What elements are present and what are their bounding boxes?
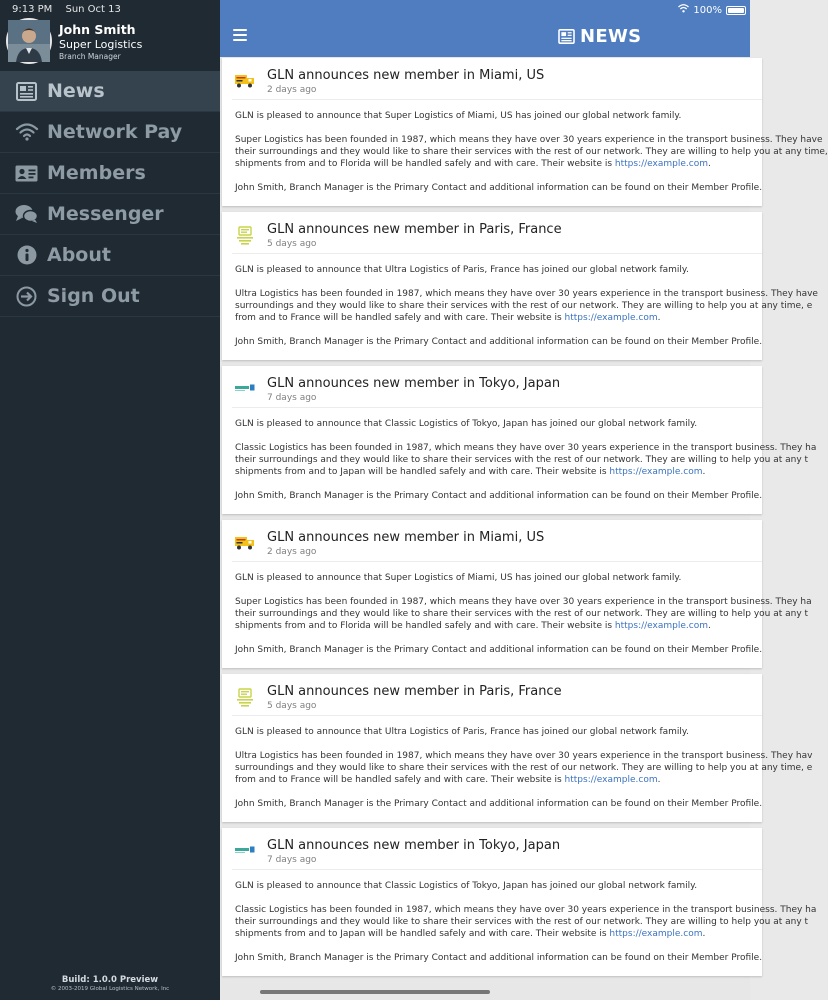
website-link[interactable]: https://example.com — [609, 467, 703, 477]
classic-logistics-logo — [234, 842, 256, 860]
nav-item-network-pay[interactable] — [0, 112, 220, 153]
nav-label-messenger: Messenger — [47, 203, 164, 225]
news-contact: John Smith, Branch Manager is the Primary Contact and additional information can be found on their Member Profile. — [235, 491, 763, 501]
news-intro: GLN is pleased to announce that Ultra Logistics of Paris, France has joined our global network family. — [235, 265, 689, 275]
news-card-5[interactable] — [222, 674, 813, 822]
news-details: Classic Logistics has been founded in 1987, which means they have over 30 years experience in the transport business. They ha their surroundings and they would like to share their services with the rest of our network. They are willing to help you at any t shipments from and to Japan will be handled safely and with care. Their website is https://example.com. — [235, 905, 817, 939]
news-details-line: shipments from and to Florida will be handled safely and with care. Their website is — [235, 621, 613, 631]
nav-label-members: Members — [47, 162, 146, 184]
id-card-icon — [15, 162, 38, 185]
build-info — [0, 975, 220, 992]
wifi-status-icon — [678, 4, 689, 16]
news-card-1[interactable] — [222, 58, 828, 206]
news-details-line: shipments from and to Florida will be handled safely and with care. Their website is — [235, 159, 613, 169]
news-details-line: Classic Logistics has been founded in 1987, which means they have over 30 years experience in the transport business. They ha — [235, 905, 817, 915]
news-details-line: their surroundings and they would like to share their services with the rest of our network. They are willing to help you at any t — [235, 917, 809, 927]
card-divider — [232, 253, 762, 254]
classic-logistics-logo — [234, 380, 256, 398]
card-divider — [232, 561, 762, 562]
website-link[interactable]: https://example.com — [564, 313, 658, 323]
news-title-icon — [558, 29, 575, 44]
page-title-text: NEWS — [580, 26, 642, 47]
news-title: GLN announces new member in Paris, France — [267, 222, 562, 237]
news-details-line: Super Logistics has been founded in 1987, which means they have over 30 years experience in the transport business. They have — [235, 135, 823, 145]
news-title: GLN announces new member in Miami, US — [267, 530, 545, 545]
news-body — [235, 726, 813, 822]
news-body — [235, 572, 812, 668]
news-title: GLN announces new member in Tokyo, Japan — [267, 838, 561, 853]
nav-label-about: About — [47, 244, 111, 266]
website-link[interactable]: https://example.com — [614, 621, 708, 631]
news-icon — [15, 80, 38, 103]
news-body — [235, 110, 828, 206]
news-intro: GLN is pleased to announce that Ultra Logistics of Paris, France has joined our global network family. — [235, 727, 689, 737]
build-label: Build: 1.0.0 Preview — [61, 975, 159, 985]
nav-item-members[interactable] — [0, 153, 220, 194]
news-details-line: from and to France will be handled safely and with care. Their website is — [235, 775, 562, 785]
news-body — [235, 418, 817, 514]
news-contact: John Smith, Branch Manager is the Primary Contact and additional information can be found on their Member Profile. — [235, 953, 763, 963]
nav-item-about[interactable] — [0, 235, 220, 276]
website-link[interactable]: https://example.com — [609, 929, 703, 939]
nav-item-sign-out[interactable] — [0, 276, 220, 317]
chat-icon — [15, 203, 38, 226]
news-details-line: shipments from and to Japan will be handled safely and with care. Their website is — [235, 929, 607, 939]
news-title: GLN announces new member in Paris, France — [267, 684, 562, 699]
news-details-line: Ultra Logistics has been founded in 1987, which means they have over 30 years experience in the transport business. They have — [235, 289, 818, 299]
website-link[interactable]: https://example.com — [614, 159, 708, 169]
sign-out-icon — [15, 285, 38, 308]
avatar[interactable] — [6, 18, 52, 64]
news-body — [235, 264, 818, 360]
news-details: Ultra Logistics has been founded in 1987, which means they have over 30 years experience in the transport business. They have surroundings and they would like to share their services with the rest of our network. They are willing to help you at any time, e from and to France will be handled safely and with care. Their website is https://example.com. — [235, 289, 818, 323]
status-bar-left — [12, 4, 131, 15]
status-date: Sun Oct 13 — [65, 4, 121, 15]
profile-company: Super Logistics — [59, 38, 143, 51]
news-details-line: Ultra Logistics has been founded in 1987, which means they have over 30 years experience in the transport business. They hav — [235, 751, 813, 761]
hamburger-menu-button[interactable] — [233, 29, 247, 41]
status-bar-right — [678, 4, 746, 16]
news-intro: GLN is pleased to announce that Classic Logistics of Tokyo, Japan has joined our global network family. — [235, 881, 698, 891]
news-card-6[interactable] — [222, 828, 817, 976]
nav-item-news[interactable] — [0, 71, 220, 112]
battery-percent: 100% — [693, 4, 722, 16]
side-nav — [0, 71, 220, 317]
status-time: 9:13 PM — [12, 4, 53, 15]
news-feed — [222, 58, 828, 982]
copyright: © 2003-2019 Global Logistics Network, Inc — [50, 986, 170, 992]
nav-item-messenger[interactable] — [0, 194, 220, 235]
news-details: Super Logistics has been founded in 1987, which means they have over 30 years experience in the transport business. They ha their surroundings and they would like to share their services with the rest of our network. They are willing to help you at any t shipments from and to Florida will be handled safely and with care. Their website is https://example.com. — [235, 597, 812, 631]
news-date: 2 days ago — [267, 547, 317, 557]
news-details-line: their surroundings and they would like to share their services with the rest of our network. They are willing to help you at any time, — [235, 147, 828, 157]
home-indicator[interactable] — [260, 990, 490, 994]
news-details-line: their surroundings and they would like to share their services with the rest of our network. They are willing to help you at any t — [235, 609, 809, 619]
super-logistics-logo — [234, 534, 256, 552]
news-date: 5 days ago — [267, 239, 317, 249]
card-divider — [232, 407, 762, 408]
profile-role: Branch Manager — [59, 52, 121, 61]
sidebar — [0, 0, 220, 1000]
news-contact: John Smith, Branch Manager is the Primary Contact and additional information can be found on their Member Profile. — [235, 183, 763, 193]
news-details: Super Logistics has been founded in 1987, which means they have over 30 years experience in the transport business. They have their surroundings and they would like to share their services with the rest of our network. They are willing to help you at any time, shipments from and to Florida will be handled safely and with care. Their website is https://example.com. — [235, 135, 828, 169]
card-divider — [232, 99, 762, 100]
news-date: 5 days ago — [267, 701, 317, 711]
nav-label-network-pay: Network Pay — [47, 121, 183, 143]
news-title: GLN announces new member in Tokyo, Japan — [267, 376, 561, 391]
battery-icon — [726, 6, 746, 15]
news-details-line: Classic Logistics has been founded in 1987, which means they have over 30 years experience in the transport business. They ha — [235, 443, 817, 453]
profile[interactable] — [6, 18, 220, 64]
website-link[interactable]: https://example.com — [564, 775, 658, 785]
news-details-line: shipments from and to Japan will be handled safely and with care. Their website is — [235, 467, 607, 477]
main-content — [220, 0, 828, 1000]
app-header — [220, 0, 750, 57]
news-details-line: their surroundings and they would like to share their services with the rest of our network. They are willing to help you at any t — [235, 455, 809, 465]
news-details-line: surroundings and they would like to share their services with the rest of our network. They are willing to help you at any time, e — [235, 763, 813, 773]
news-body — [235, 880, 817, 976]
news-date: 2 days ago — [267, 85, 317, 95]
card-divider — [232, 715, 762, 716]
news-intro: GLN is pleased to announce that Super Logistics of Miami, US has joined our global network family. — [235, 111, 682, 121]
news-date: 7 days ago — [267, 855, 317, 865]
ultra-logistics-logo — [234, 688, 256, 706]
news-card-2[interactable] — [222, 212, 818, 360]
card-divider — [232, 869, 762, 870]
news-card-4[interactable] — [222, 520, 812, 668]
news-details: Classic Logistics has been founded in 1987, which means they have over 30 years experience in the transport business. They ha their surroundings and they would like to share their services with the rest of our network. They are willing to help you at any t shipments from and to Japan will be handled safely and with care. Their website is https://example.com. — [235, 443, 817, 477]
news-details: Ultra Logistics has been founded in 1987, which means they have over 30 years experience in the transport business. They hav surroundings and they would like to share their services with the rest of our network. They are willing to help you at any time, e from and to France will be handled safely and with care. Their website is https://example.com. — [235, 751, 813, 785]
info-icon — [15, 244, 38, 267]
news-intro: GLN is pleased to announce that Super Logistics of Miami, US has joined our global network family. — [235, 573, 682, 583]
news-card-3[interactable] — [222, 366, 817, 514]
wifi-icon — [15, 121, 38, 144]
news-date: 7 days ago — [267, 393, 317, 403]
news-title: GLN announces new member in Miami, US — [267, 68, 545, 83]
news-contact: John Smith, Branch Manager is the Primary Contact and additional information can be found on their Member Profile. — [235, 799, 763, 809]
nav-label-sign-out: Sign Out — [47, 285, 140, 307]
news-contact: John Smith, Branch Manager is the Primary Contact and additional information can be found on their Member Profile. — [235, 645, 763, 655]
page-title — [558, 26, 641, 47]
news-details-line: surroundings and they would like to share their services with the rest of our network. They are willing to help you at any time, e — [235, 301, 813, 311]
news-details-line: Super Logistics has been founded in 1987, which means they have over 30 years experience in the transport business. They ha — [235, 597, 812, 607]
news-contact: John Smith, Branch Manager is the Primary Contact and additional information can be found on their Member Profile. — [235, 337, 763, 347]
nav-label-news: News — [47, 80, 105, 102]
super-logistics-logo — [234, 72, 256, 90]
news-intro: GLN is pleased to announce that Classic Logistics of Tokyo, Japan has joined our global network family. — [235, 419, 698, 429]
ultra-logistics-logo — [234, 226, 256, 244]
news-details-line: from and to France will be handled safely and with care. Their website is — [235, 313, 562, 323]
profile-name: John Smith — [59, 22, 136, 37]
